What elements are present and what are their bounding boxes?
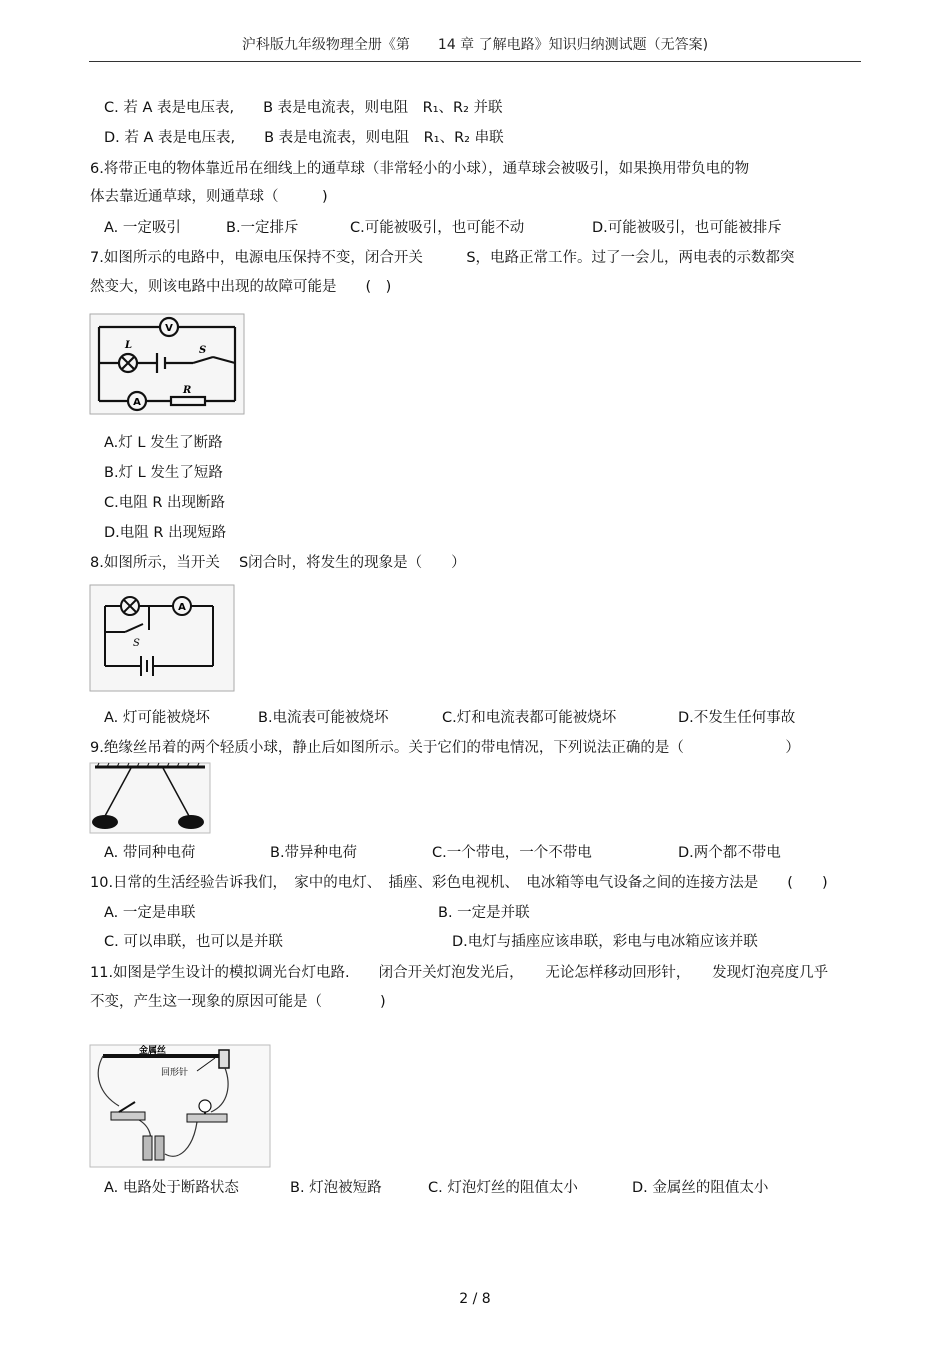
q9-option-a: A. 带同种电荷: [104, 845, 196, 861]
q9-option-c: C.一个带电，一个不带电: [432, 845, 592, 861]
q11-option-c: C. 灯泡灯丝的阻值太小: [428, 1180, 578, 1196]
q5-option-c: C. 若 A 表是电压表, B 表是电流表，则电阻 R₁、R₂ 并联: [104, 100, 503, 116]
q11-option-d: D. 金属丝的阻值太小: [632, 1180, 769, 1196]
q7-option-a: A.灯 L 发生了断路: [104, 435, 223, 451]
q8-option-a: A. 灯可能被烧坏: [104, 710, 210, 726]
q8-circuit-diagram: [89, 584, 235, 692]
page-header: 沪科版九年级物理全册《第 14 章 了解电路》知识归纳测试题（无答案): [241, 37, 709, 53]
q11-stem-line1: 11.如图是学生设计的模拟调光台灯电路. 闭合开关灯泡发光后， 无论怎样移动回形针， 发现灯泡亮度几乎: [90, 965, 829, 981]
q6-stem-line2: 体去靠近通草球，则通草球（ ): [90, 189, 328, 205]
q10-option-b: B. 一定是并联: [438, 905, 530, 921]
q6-stem-line1: 6.将带正电的物体靠近吊在细线上的通草球（非常轻小的小球），通草球会被吸引，如果换用带负电的物: [90, 161, 750, 177]
q11-stem-line2: 不变，产生这一现象的原因可能是（ ): [90, 994, 386, 1010]
switch-label: S: [133, 638, 140, 649]
q7-stem-line1: 7.如图所示的电路中，电源电压保持不变，闭合开关 S，电路正常工作。过了一会儿，两电表的示数都突: [90, 250, 795, 266]
q10-stem: 10.日常的生活经验告诉我们， 家中的电灯、 插座、彩色电视机、 电冰箱等电气设备之间的连接方法是 ( ): [90, 875, 828, 891]
q11-option-a: A. 电路处于断路状态: [104, 1180, 239, 1196]
q8-option-d: D.不发生任何事故: [678, 710, 796, 726]
q9-stem: 9.绝缘丝吊着的两个轻质小球，静止后如图所示。关于它们的带电情况，下列说法正确的是（ ）: [90, 740, 800, 756]
resistor-label: R: [183, 385, 192, 396]
q7-option-b: B.灯 L 发生了短路: [104, 465, 223, 481]
q6-option-b: B.一定排斥: [226, 220, 299, 236]
q7-option-c: C.电阻 R 出现断路: [104, 495, 226, 511]
q6-option-c: C.可能被吸引，也可能不动: [350, 220, 525, 236]
q9-option-d: D.两个都不带电: [678, 845, 781, 861]
q9-option-b: B.带异种电荷: [270, 845, 358, 861]
q5-option-d: D. 若 A 表是电压表, B 表是电流表，则电阻 R₁、R₂ 串联: [104, 130, 504, 146]
q7-option-d: D.电阻 R 出现短路: [104, 525, 227, 541]
page-number: 2 / 8: [459, 1291, 491, 1307]
q11-dimmer-circuit-figure: [89, 1044, 271, 1168]
metal-wire-label: 金属丝: [139, 1046, 167, 1056]
ammeter-label: A: [178, 602, 186, 613]
q8-stem: 8.如图所示，当开关 S闭合时，将发生的现象是（ ）: [90, 555, 466, 571]
ammeter-label: A: [133, 397, 141, 408]
q11-option-b: B. 灯泡被短路: [290, 1180, 382, 1196]
q10-option-c: C. 可以串联，也可以是并联: [104, 934, 283, 950]
q10-option-a: A. 一定是串联: [104, 905, 196, 921]
q9-charged-balls-figure: [89, 762, 211, 834]
lamp-label: L: [125, 340, 133, 351]
q8-option-b: B.电流表可能被烧坏: [258, 710, 389, 726]
switch-label: S: [199, 345, 207, 356]
q6-option-a: A. 一定吸引: [104, 220, 181, 236]
q7-stem-line2: 然变大，则该电路中出现的故障可能是 ( ): [90, 279, 392, 295]
q6-option-d: D.可能被吸引，也可能被排斥: [592, 220, 782, 236]
paper-clip-label: 回形针: [161, 1068, 189, 1078]
q8-option-c: C.灯和电流表都可能被烧坏: [442, 710, 617, 726]
q7-circuit-diagram: [89, 313, 245, 415]
q10-option-d: D.电灯与插座应该串联，彩电与电冰箱应该并联: [452, 934, 758, 950]
voltmeter-label: V: [165, 323, 173, 334]
header-rule: [89, 61, 861, 62]
